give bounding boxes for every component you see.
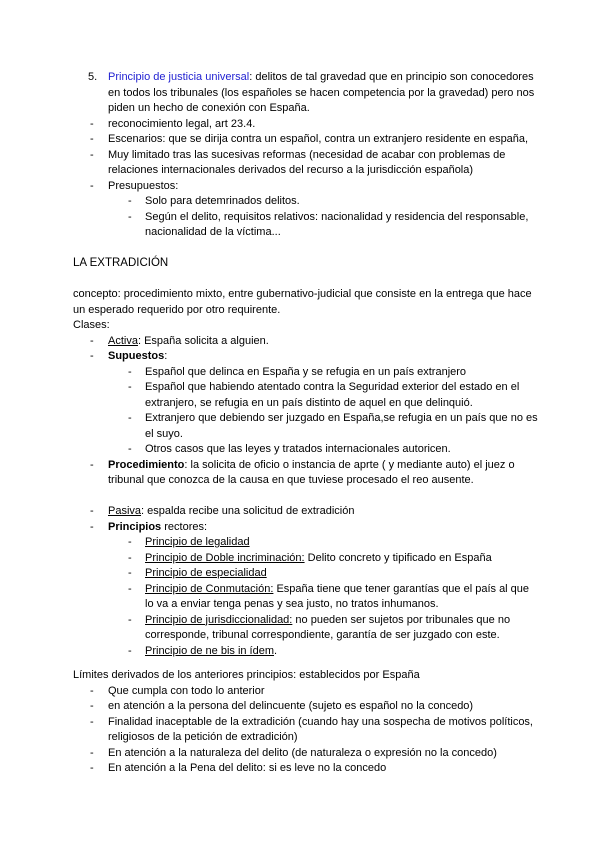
dash-marker: - (90, 458, 94, 471)
dash-marker: - (128, 412, 132, 424)
bullet-text: Muy limitado tras las sucesivas reformas (necesidad de acabar con problemas de relaciones internacionales derivados del recurso a la jurisdicción española) (108, 148, 506, 176)
bullet-item (73, 699, 540, 715)
pasiva-text: : espalda recibe una solicitud de extradición (141, 505, 355, 517)
dash-marker: - (128, 644, 132, 657)
dash-marker: - (128, 567, 132, 579)
dash-marker: - (90, 684, 94, 697)
limites-intro: Límites derivados de los anteriores principios: establecidos por España (73, 669, 420, 681)
sub-bullet-text: Solo para detemrinados delitos. (145, 195, 300, 207)
bullet-text: En atención a la naturaleza del delito (de naturaleza o expresión no la concedo) (108, 746, 497, 759)
dash-marker: - (128, 365, 132, 378)
principle-description: : delitos de tal gravedad que en principio son conocedores en todos los tribunales (los españoles se hacen competencia por la gravedad) pero nos piden un hecho de conexión con España. (108, 71, 535, 114)
dash-marker: - (90, 334, 94, 347)
bullet-item-pasiva (73, 504, 540, 520)
sub-bullet-item (73, 365, 540, 381)
bullet-item (73, 132, 540, 148)
principle-item (73, 551, 540, 567)
pasiva-label: Pasiva (108, 505, 142, 517)
sub-bullet-text: Español que habiendo atentado contra la Seguridad exterior del estado en el extranjero, se refugia en un país distinto de aquel en que delinquió. (145, 381, 520, 409)
dash-marker: - (128, 210, 132, 223)
sub-bullet-text: Extranjero que debiendo ser juzgado en España,se refugia en un país que no es el suyo. (145, 412, 538, 440)
sub-bullet-text: Otros casos que las leyes y tratados internacionales autoricen. (145, 443, 451, 455)
principle-label: Principio de legalidad (145, 536, 250, 548)
principle-text: Delito concreto y tipificado en España (304, 551, 492, 564)
supuestos-label: Supuestos (108, 350, 165, 362)
principle-item (73, 566, 540, 582)
dash-marker: - (90, 117, 94, 130)
principle-label: Principio de Conmutación: (145, 582, 274, 595)
sub-bullet-item (73, 411, 540, 442)
sub-bullet-item (73, 380, 540, 411)
dash-marker: - (128, 582, 132, 595)
principle-text: no pueden ser sujetos por tribunales que no corresponde, tribunal correspondiente, garantía de ser juzgado con este. (145, 613, 511, 641)
bullet-item (73, 715, 540, 746)
bullet-text: reconocimiento legal, art 23.4. (108, 117, 256, 130)
supuestos-suffix: : (164, 350, 168, 362)
dash-marker: - (90, 520, 94, 533)
sub-bullet-text: Según el delito, requisitos relativos: nacionalidad y residencia del responsable, nacionalidad de la víctima... (145, 210, 529, 238)
bullet-item (73, 746, 540, 762)
bullet-item-procedimiento (73, 458, 540, 489)
bullet-item-supuestos (73, 349, 540, 365)
concepto-paragraph: concepto: procedimiento mixto, entre gubernativo-judicial que consiste en la entrega que hace un esperado requerido por otro requirente. (73, 288, 532, 316)
dash-marker: - (128, 381, 132, 393)
procedimiento-label: Procedimiento (108, 458, 185, 471)
dash-marker: - (90, 133, 94, 145)
principle-item (73, 644, 540, 660)
principle-item (73, 582, 540, 613)
principios-suffix: rectores: (161, 520, 208, 533)
list-item-5 (73, 70, 540, 117)
principle-label: Principio de ne bis in ídem (145, 644, 275, 657)
principle-label: Principio de Doble incriminación: (145, 551, 305, 564)
principle-label: Principio de jurisdiccionalidad: (145, 613, 293, 626)
bullet-item (73, 684, 540, 700)
activa-text: : España solicita a alguien. (137, 334, 269, 347)
sub-bullet-item (73, 194, 540, 210)
principios-label: Principios (108, 520, 162, 533)
bullet-item (73, 761, 540, 777)
dash-marker: - (90, 179, 94, 192)
principle-item (73, 613, 540, 644)
dash-marker: - (128, 536, 132, 548)
principle-title-link: Principio de justicia universal (108, 71, 250, 83)
dash-marker: - (90, 505, 94, 517)
principle-label: Principio de especialidad (145, 567, 267, 579)
dash-marker: - (90, 762, 94, 774)
principle-item (73, 535, 540, 551)
bullet-text: en atención a la persona del delincuente (sujeto es español no la concedo) (108, 700, 474, 712)
procedimiento-text: : la solicita de oficio o instancia de aprte ( y mediante auto) el juez o tribunal que conozca de la causa en que tuviese procesado el reo ausente. (108, 458, 515, 486)
activa-label: Activa (108, 334, 138, 347)
dash-marker: - (128, 195, 132, 207)
bullet-item-principios (73, 520, 540, 536)
list-number: 5. (88, 71, 98, 83)
dash-marker: - (90, 148, 94, 161)
clases-label: Clases: (73, 319, 110, 331)
bullet-item (73, 148, 540, 179)
dash-marker: - (128, 613, 132, 626)
bullet-item (73, 179, 540, 195)
sub-bullet-item (73, 210, 540, 241)
dash-marker: - (90, 700, 94, 712)
dash-marker: - (128, 443, 132, 455)
bullet-text: Presupuestos: (108, 179, 179, 192)
bullet-item (73, 117, 540, 133)
bullet-text: Que cumpla con todo lo anterior (108, 684, 265, 697)
bullet-text: Escenarios: que se dirija contra un español, contra un extranjero residente en españa, (108, 133, 529, 145)
bullet-text: Finalidad inaceptable de la extradición (cuando hay una sospecha de motivos políticos, religiosos de la petición de extradición) (108, 715, 533, 743)
dash-marker: - (90, 350, 94, 362)
dash-marker: - (128, 551, 132, 564)
bullet-text: En atención a la Pena del delito: si es leve no la concedo (108, 762, 387, 774)
principle-text: España tiene que tener garantías que el país al que lo va a enviar tenga penas y sea justo, no tratos inhumanos. (145, 582, 530, 610)
bullet-item-activa (73, 334, 540, 350)
sub-bullet-item (73, 442, 540, 458)
dash-marker: - (90, 746, 94, 759)
sub-bullet-text: Español que delinca en España y se refugia en un país extranjero (145, 365, 467, 378)
section-heading: LA EXTRADICIÓN (73, 257, 169, 269)
principle-text: . (274, 644, 278, 657)
dash-marker: - (90, 715, 94, 728)
